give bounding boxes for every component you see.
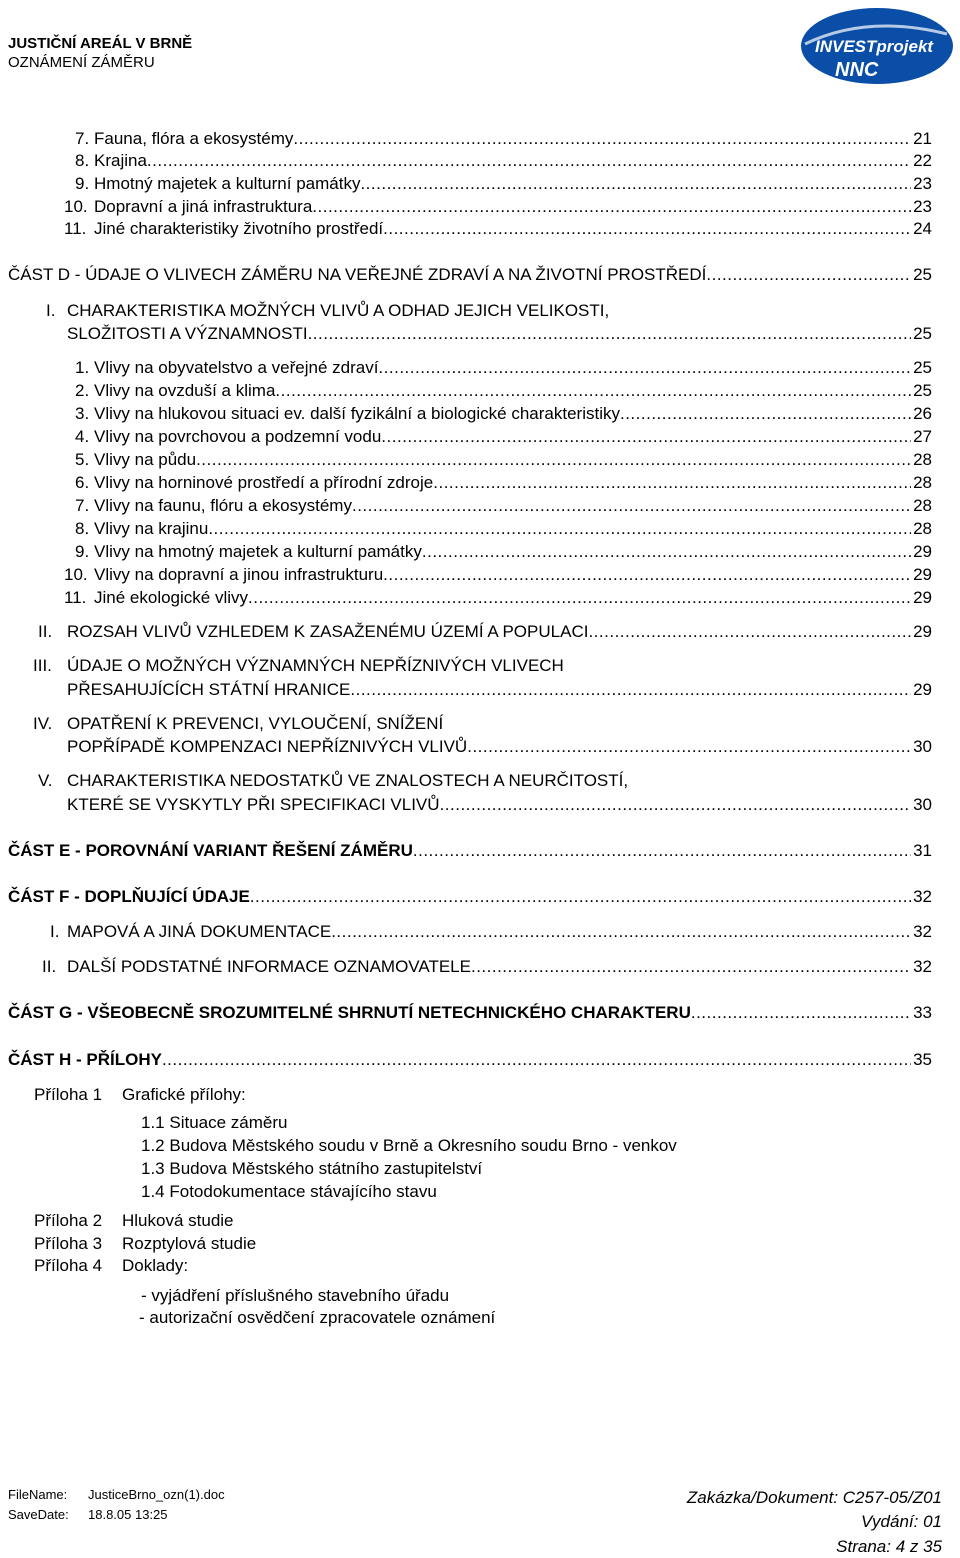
toc-text: Vlivy na půdu: [94, 450, 197, 469]
toc-page: 30: [913, 795, 932, 814]
toc-page: 28: [913, 496, 932, 515]
toc-text: SLOŽITOSTI A VÝZNAMNOSTI: [67, 324, 308, 343]
toc-num: I.: [50, 922, 60, 941]
appendix-text: Hluková studie: [122, 1211, 234, 1230]
toc-text: Dopravní a jiná infrastruktura: [94, 197, 313, 216]
toc-num: V.: [38, 771, 53, 790]
toc-text: ČÁST G - VŠEOBECNĚ SROZUMITELNÉ SHRNUTÍ NETECHNICKÉHO CHARAKTERU: [8, 1003, 691, 1022]
toc-text: Vlivy na krajinu: [94, 519, 209, 538]
toc-text: Vlivy na dopravní a jinou infrastrukturu: [94, 565, 384, 584]
toc-num: III.: [33, 656, 52, 675]
toc-page: 29: [913, 622, 932, 641]
toc-text: Vlivy na hlukovou situaci ev. další fyzikální a biologické charakteristiky: [94, 404, 620, 423]
toc-text: POPŘÍPADĚ KOMPENZACI NEPŘÍZNIVÝCH VLIVŮ: [67, 737, 468, 756]
appendix-label: Příloha 1: [34, 1085, 103, 1104]
appendix-label: Příloha 3: [34, 1234, 103, 1253]
toc-num: 5.: [75, 450, 90, 469]
toc-page: 21: [913, 129, 932, 148]
filename-value: JusticeBrno_ozn(1).doc: [88, 1487, 225, 1502]
toc-page: 23: [913, 197, 932, 216]
toc-num: 2.: [75, 381, 90, 400]
appendix-subitem: 1.4 Fotodokumentace stávajícího stavu: [141, 1182, 437, 1201]
toc-page: 29: [913, 588, 932, 607]
toc-text: CHARAKTERISTIKA NEDOSTATKŮ VE ZNALOSTECH A NEURČITOSTÍ,: [67, 771, 629, 790]
toc-text: Krajina: [94, 151, 147, 170]
appendix-subitem: - autorizační osvědčení zpracovatele oznámení: [139, 1308, 496, 1327]
toc-num: II.: [42, 957, 57, 976]
appendix-text: Rozptylová studie: [122, 1234, 257, 1253]
toc-text: ČÁST E - POROVNÁNÍ VARIANT ŘEŠENÍ ZÁMĚRU: [8, 841, 413, 860]
toc-text: Vlivy na ovzduší a klima: [94, 381, 276, 400]
toc-num: I.: [46, 301, 56, 320]
toc-num: 9.: [75, 542, 90, 561]
appendix-text: Grafické přílohy:: [122, 1085, 246, 1104]
toc-page: 32: [913, 887, 932, 906]
toc-num: 1.: [75, 358, 90, 377]
toc-page: 24: [913, 219, 932, 238]
toc-page: 29: [913, 565, 932, 584]
toc-text: Vlivy na faunu, flóru a ekosystémy: [94, 496, 352, 515]
toc-num: 8.: [75, 151, 90, 170]
toc-text: Vlivy na obyvatelstvo a veřejné zdraví: [94, 358, 379, 377]
toc-page: 29: [913, 680, 932, 699]
toc-num: 7.: [75, 496, 90, 515]
toc-text: ÚDAJE O MOŽNÝCH VÝZNAMNÝCH NEPŘÍZNIVÝCH VLIVECH: [67, 656, 564, 675]
toc-page: 25: [913, 358, 932, 377]
filename-label: FileName:: [8, 1487, 68, 1502]
toc-page: 35: [913, 1050, 932, 1069]
toc-num: II.: [38, 622, 53, 641]
document-title: JUSTIČNÍ AREÁL V BRNĚ: [8, 35, 193, 52]
toc-page: 30: [913, 737, 932, 756]
toc-page: 27: [913, 427, 932, 446]
toc-page: 28: [913, 519, 932, 538]
toc-text: PŘESAHUJÍCÍCH STÁTNÍ HRANICE: [67, 680, 351, 699]
toc-page: 32: [913, 957, 932, 976]
toc-text: Jiné ekologické vlivy: [94, 588, 249, 607]
toc-num: 9.: [75, 174, 90, 193]
toc-page: 32: [913, 922, 932, 941]
toc-page: 26: [913, 404, 932, 423]
toc-num: 4.: [75, 427, 90, 446]
appendix-subitem: 1.2 Budova Městského soudu v Brně a Okresního soudu Brno - venkov: [141, 1136, 677, 1155]
toc-text: Hmotný majetek a kulturní památky: [94, 174, 361, 193]
logo-line1: INVESTprojekt: [815, 37, 934, 56]
appendix-text: Doklady:: [122, 1256, 189, 1275]
toc-text: KTERÉ SE VYSKYTLY PŘI SPECIFIKACI VLIVŮ: [67, 795, 440, 814]
toc-page: 22: [913, 151, 932, 170]
toc-text: MAPOVÁ A JINÁ DOKUMENTACE: [67, 922, 332, 941]
toc-page: 28: [913, 473, 932, 492]
page-number: Strana: 4 z 35: [836, 1537, 942, 1556]
logo-line2: NNC: [835, 59, 879, 81]
toc-text: Jiné charakteristiky životního prostředí: [94, 219, 384, 238]
toc-page: 23: [913, 174, 932, 193]
toc-text: Fauna, flóra a ekosystémy: [94, 129, 294, 148]
company-logo: [797, 4, 955, 88]
appendix-subitem: 1.3 Budova Městského státního zastupitelství: [141, 1159, 483, 1178]
toc-num: 11.: [64, 588, 87, 607]
toc-text: ČÁST F - DOPLŇUJÍCÍ ÚDAJE: [8, 887, 250, 906]
savedate-label: SaveDate:: [8, 1507, 69, 1522]
savedate-value: 18.8.05 13:25: [88, 1507, 168, 1522]
toc-num: 7.: [75, 129, 90, 148]
issue-number: Vydání: 01: [861, 1512, 942, 1531]
toc-page: 31: [913, 841, 932, 860]
toc-page: 25: [913, 324, 932, 343]
toc-num: 10.: [64, 565, 88, 584]
toc-page: 28: [913, 450, 932, 469]
project-number: Zakázka/Dokument: C257-05/Z01: [686, 1488, 942, 1507]
appendix-label: Příloha 4: [34, 1256, 103, 1275]
toc-page: 25: [913, 265, 932, 284]
toc-page: 29: [913, 542, 932, 561]
toc-text: Vlivy na horninové prostředí a přírodní zdroje: [94, 473, 434, 492]
toc-page: 33: [913, 1003, 932, 1022]
toc-num: 3.: [75, 404, 90, 423]
appendix-subitem: 1.1 Situace záměru: [141, 1113, 288, 1132]
toc-text: OPATŘENÍ K PREVENCI, VYLOUČENÍ, SNÍŽENÍ: [67, 714, 444, 733]
toc-text: Vlivy na hmotný majetek a kulturní památky: [94, 542, 422, 561]
appendix-subitem: - vyjádření příslušného stavebního úřadu: [141, 1286, 450, 1305]
toc-text: ROZSAH VLIVŮ VZHLEDEM K ZASAŽENÉMU ÚZEMÍ A POPULACI: [67, 622, 589, 641]
toc-num: 10.: [64, 197, 88, 216]
toc-num: 8.: [75, 519, 90, 538]
toc-num: 11.: [64, 219, 87, 238]
toc-text: CHARAKTERISTIKA MOŽNÝCH VLIVŮ A ODHAD JEJICH VELIKOSTI,: [67, 301, 610, 320]
appendix-label: Příloha 2: [34, 1211, 103, 1230]
toc-text: DALŠÍ PODSTATNÉ INFORMACE OZNAMOVATELE: [67, 957, 471, 976]
toc-page: 25: [913, 381, 932, 400]
toc-num: IV.: [33, 714, 53, 733]
toc-text: ČÁST D - ÚDAJE O VLIVECH ZÁMĚRU NA VEŘEJNÉ ZDRAVÍ A NA ŽIVOTNÍ PROSTŘEDÍ: [8, 265, 707, 284]
toc-num: 6.: [75, 473, 90, 492]
toc-text: ČÁST H - PŘÍLOHY: [8, 1050, 162, 1069]
document-subtitle: OZNÁMENÍ ZÁMĚRU: [8, 54, 155, 71]
toc-text: Vlivy na povrchovou a podzemní vodu: [94, 427, 382, 446]
